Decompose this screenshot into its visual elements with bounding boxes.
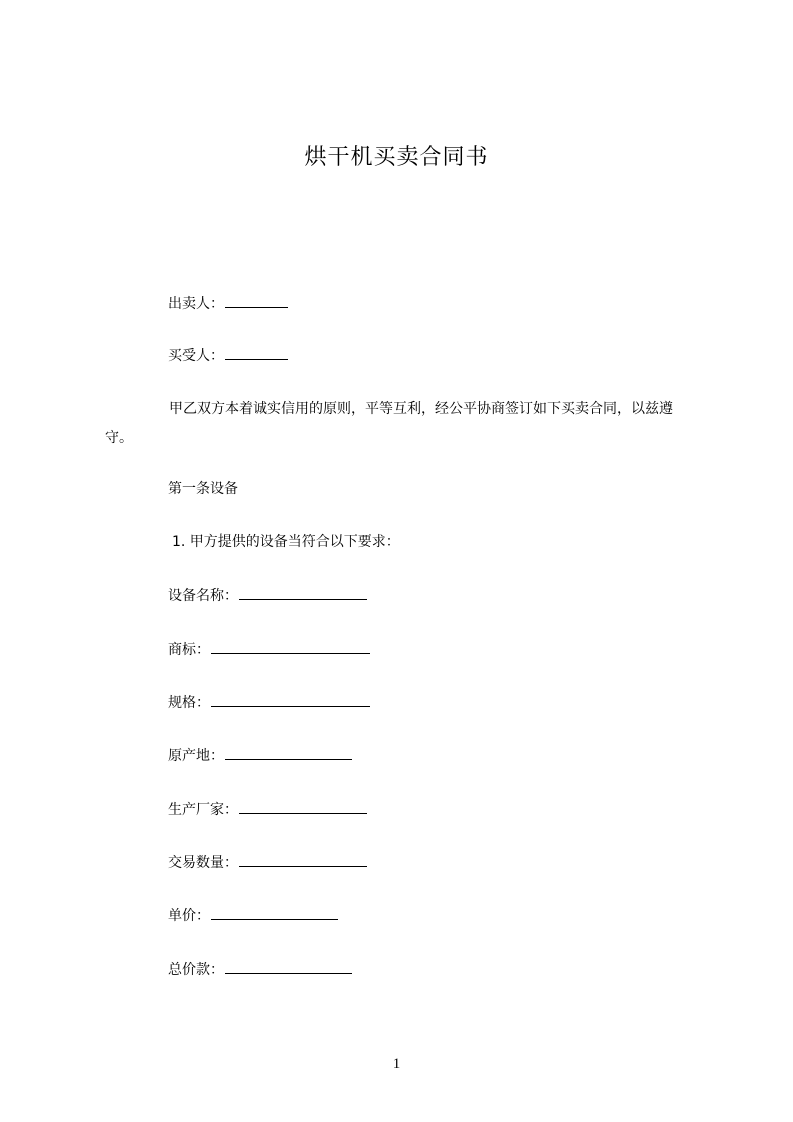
trademark-blank [211, 640, 370, 654]
trademark-label: 商标： [168, 642, 210, 658]
quantity-blank [239, 853, 367, 867]
device-name-label: 设备名称： [168, 588, 238, 604]
seller-blank [225, 294, 288, 308]
spec-label: 规格： [168, 695, 210, 711]
unit-price-blank [211, 906, 338, 920]
spec-blank [211, 693, 370, 707]
unit-price-line [168, 906, 338, 925]
quantity-line [168, 853, 367, 872]
buyer-blank [225, 346, 288, 360]
manufacturer-blank [239, 800, 367, 814]
total-price-blank [225, 960, 352, 974]
manufacturer-label: 生产厂家： [168, 802, 238, 818]
quantity-label: 交易数量： [168, 855, 238, 871]
buyer-line [168, 346, 288, 365]
seller-line [168, 294, 288, 313]
requirement-item: 1. 甲方提供的设备当符合以下要求： [172, 534, 400, 550]
device-name-line [168, 586, 367, 605]
article1-heading: 第一条设备 [168, 481, 238, 497]
device-name-blank [239, 586, 367, 600]
spec-line [168, 693, 370, 712]
seller-label: 出卖人： [168, 296, 224, 312]
document-title: 烘干机买卖合同书 [304, 145, 489, 170]
trademark-line [168, 640, 370, 659]
origin-line [168, 746, 352, 765]
total-price-line [168, 960, 352, 979]
origin-blank [225, 746, 352, 760]
total-price-label: 总价款： [168, 962, 224, 978]
page-number: 1 [392, 1056, 401, 1072]
buyer-label: 买受人： [168, 348, 224, 364]
manufacturer-line [168, 800, 367, 819]
unit-price-label: 单价： [168, 908, 210, 924]
origin-label: 原产地： [168, 748, 224, 764]
intro-paragraph: 甲乙双方本着诚实信用的原则，平等互利，经公平协商签订如下买卖合同，以兹遵守。 [105, 401, 673, 446]
